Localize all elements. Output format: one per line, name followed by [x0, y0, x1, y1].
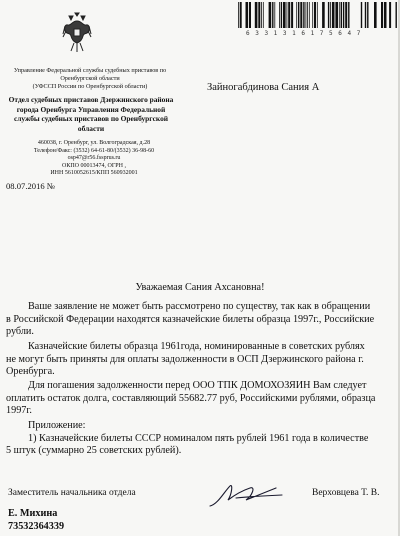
- barcode-bar: [249, 2, 251, 28]
- barcode-bar: [272, 2, 273, 28]
- barcode-bar: [328, 2, 329, 28]
- barcode-bar: [287, 2, 288, 28]
- barcode: [236, 0, 400, 32]
- barcode-bar: [345, 2, 347, 28]
- sender-dept-line: Отдел судебных приставов Дзержинского района: [8, 95, 174, 104]
- barcode-bar: [384, 2, 387, 28]
- sender-email: osp47@r56.fssprus.ru: [67, 155, 121, 162]
- executor-block: [8, 507, 64, 533]
- paragraph-line: не могут быть приняты для оплаты задолженности в ОСП Дзержинского района г.: [6, 353, 364, 365]
- paragraph-line: Оренбурга.: [6, 366, 55, 377]
- barcode-bar: [283, 2, 286, 28]
- barcode-bar: [281, 2, 282, 28]
- barcode-bar: [288, 2, 290, 28]
- sender-department: [8, 95, 174, 133]
- barcode-bar: [274, 2, 275, 28]
- sender-authority: [10, 67, 170, 91]
- addressee: Зайногабдинова Сания А: [207, 82, 320, 93]
- barcode-bar: [291, 2, 293, 28]
- barcode-bar: [246, 2, 249, 28]
- barcode-bar: [300, 2, 302, 28]
- barcode-bar: [261, 2, 262, 28]
- barcode-bar: [343, 2, 344, 28]
- document-date-number: 08.07.2016 №: [6, 181, 56, 191]
- barcode-bar: [339, 2, 340, 28]
- barcode-bar: [317, 2, 318, 28]
- russian-coat-of-arms-icon: [62, 12, 92, 54]
- barcode-bar: [330, 2, 331, 28]
- sender-dept-line: города Оренбурга Управления Федеральной: [16, 104, 166, 114]
- sender-okpo-ogrn: ОКПО 00013474, ОГРН ,: [62, 162, 126, 169]
- barcode-bar: [396, 2, 397, 28]
- sender-dept-line: службы судебных приставов по Оренбургской: [13, 114, 169, 123]
- paragraph-line: в Российской Федерации находятся казначейские билеты образца 1997г., Российские: [6, 313, 375, 325]
- sender-dept-line: области: [77, 123, 105, 133]
- barcode-bar: [332, 2, 335, 28]
- barcode-bar: [312, 2, 313, 28]
- barcode-bar: [361, 2, 362, 28]
- barcode-bar: [263, 2, 264, 28]
- paragraph-3: [6, 380, 376, 418]
- barcode-digits: 6 3 3 1 3 1 6 1 7 5 6 4 7: [246, 30, 362, 37]
- paragraph-line: Для погашения задолженности перед ООО ТПК ДОМОХОЗЯИН Вам следует: [28, 380, 367, 391]
- barcode-bar: [365, 2, 366, 28]
- attachment-section: [6, 420, 369, 458]
- barcode-bar: [240, 2, 242, 28]
- paragraph-line: Казначейские билеты образца 1961года, номинированные в советских рублях: [28, 341, 365, 352]
- paragraph-2: [6, 341, 365, 379]
- sender-head-line: (УФССП России по Оренбургской области): [32, 83, 148, 90]
- barcode-bar: [307, 2, 308, 28]
- sender-head-line: Управление Федеральной службы судебных приставов по: [13, 67, 167, 74]
- barcode-bar: [238, 2, 239, 28]
- barcode-bar: [381, 2, 383, 28]
- signatory-position: Заместитель начальника отдела: [8, 488, 136, 498]
- barcode-bar: [309, 2, 310, 28]
- paragraph-line: 1997г.: [6, 405, 32, 416]
- barcode-bar: [367, 2, 368, 28]
- barcode-bar: [255, 2, 258, 28]
- sender-inn-kpp: ИНН 5610052615/КПП 560932001: [50, 170, 138, 177]
- barcode-bar: [335, 2, 338, 28]
- paragraph-line: рубли.: [6, 326, 34, 337]
- barcode-bar: [303, 2, 304, 28]
- barcode-bar: [314, 2, 316, 28]
- barcode-bar: [296, 2, 297, 28]
- barcode-bar: [341, 2, 342, 28]
- barcode-bar: [348, 2, 349, 28]
- paragraph-line: Ваше заявление не может быть рассмотрено по существу, так как в обращении: [28, 301, 371, 312]
- executor-name: Е. Михина: [8, 508, 58, 519]
- barcode-bar: [374, 2, 377, 28]
- barcode-bar: [258, 2, 260, 28]
- handwritten-signature: [206, 478, 286, 512]
- barcode-bar: [389, 2, 391, 28]
- paragraph-line: оплатить остаток долга, составляющий 55682.77 руб, Российскими рублями, образца: [6, 392, 376, 404]
- barcode-bar: [306, 2, 307, 28]
- barcode-bar: [269, 2, 272, 28]
- executor-phone: 73532364339: [8, 521, 65, 532]
- barcode-bar: [279, 2, 280, 28]
- attachment-item: 1) Казначейские билеты СССР номиналом пять рублей 1961 года в количестве: [28, 432, 369, 444]
- attachment-heading: Приложение:: [28, 420, 86, 431]
- signatory-name: Верховцева Т. В.: [312, 488, 380, 498]
- sender-address: 460038, г. Оренбург, ул. Волгоградская, д.28: [37, 140, 151, 146]
- attachment-item-cont: 5 штук (суммарно 25 советских рублей).: [6, 445, 182, 456]
- sender-head-line: Оренбургской области: [60, 75, 120, 82]
- sender-contacts: [20, 140, 168, 178]
- paragraph-1: [6, 301, 375, 339]
- sender-phone-fax: Телефон/Факс: (3532) 64-61-80/(3532) 36-98-60: [33, 147, 155, 154]
- barcode-bar: [298, 2, 299, 28]
- barcode-bar: [322, 2, 325, 28]
- greeting: Уважаемая Сания Ахсановна!: [135, 282, 265, 293]
